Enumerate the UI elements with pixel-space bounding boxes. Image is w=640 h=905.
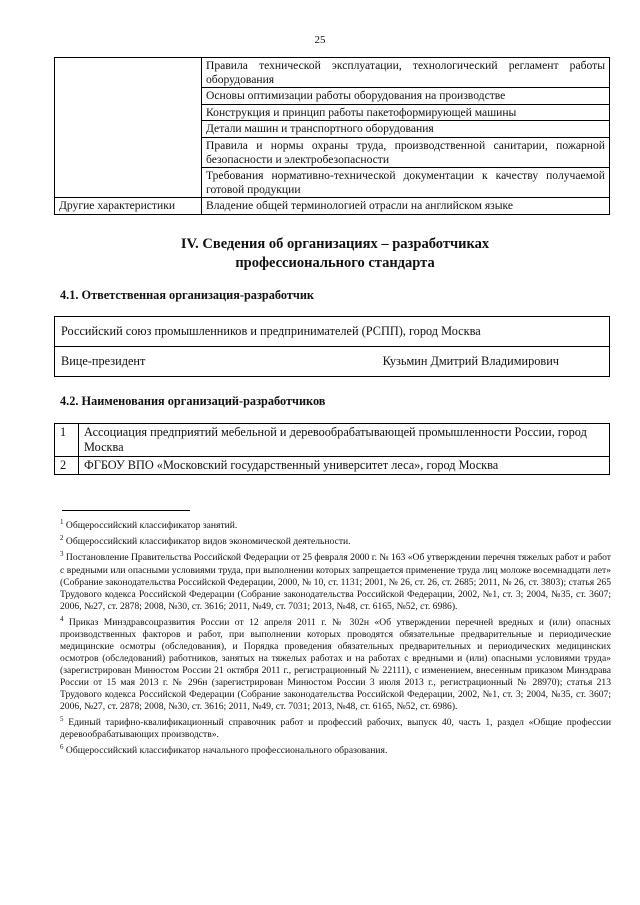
footnote-mark: 6: [60, 742, 64, 751]
table-row: [55, 347, 610, 377]
row-number: 1: [55, 424, 79, 457]
table-cell-value: Владение общей терминологией отрасли на английском языке: [202, 198, 610, 215]
footnote-text: Единый тарифно-квалификационный справочник работ и профессий рабочих, выпуск 40, часть 1, раздел «Общие профессии деревообрабатывающих производств».: [60, 716, 612, 740]
section-title-line-2: профессионального стандарта: [235, 255, 435, 271]
footnote: [60, 741, 611, 757]
position-title: Вице-президент: [61, 354, 146, 368]
org-name: Ассоциация предприятий мебельной и деревообрабатывающей промышленности России, город Москва: [79, 424, 610, 457]
table-cell-value: Правила технической эксплуатации, технологический регламент работы оборудования: [202, 58, 610, 88]
table-row: [55, 424, 610, 457]
table-row: [55, 58, 610, 88]
org-name: ФГБОУ ВПО «Московский государственный университет леса», город Москва: [79, 457, 610, 475]
footnote: [60, 516, 611, 532]
table-cell-label: Другие характеристики: [55, 198, 202, 215]
table-cell-value: Основы оптимизации работы оборудования на производстве: [202, 88, 610, 105]
footnote-text: Общероссийский классификатор занятий.: [65, 520, 238, 532]
footnote-text: Общероссийский классификатор видов экономической деятельности.: [65, 536, 351, 548]
section-heading: [60, 235, 610, 273]
footnote: [60, 713, 611, 741]
person-name: Кузьмин Дмитрий Владимирович: [382, 354, 559, 368]
table-cell-label: [55, 58, 202, 198]
footnote-mark: 5: [60, 714, 64, 723]
footnote-text: Приказ Минздравсоцразвития России от 12 апреля 2011 г. № 302н «Об утверждении перечней вредных и (или) опасных производственных факторов и работ, при выполнении которых проводятся обязательные предварительные и периодические медицинские осмотры (обследования), и Порядка проведения обязательных предварительных и периодических медицинских осмотров (обследований) работников, занятых на тяжелых работах и на работах с вредными и (или) опасными условиями труда» (зарегистрирован Минюстом России 21 октября 2011 г., регистрационный № 22111), с изменением, внесенным приказом Минздрава России от 15 мая 2013 г. № 296н (зарегистрирован Минюстом России 3 июля 2013 г., регистрационный № 28970); статья 213 Трудового кодекса Российской Федерации (Собрание законодательства Российской Федерации, 2002, №1, ст. 3; 2004, №35, ст. 3607; 2006, №27, ст. 2878; 2008, №30, ст. 3616; 2011, №49, ст. 7031; 2013, №48, ст. 6165, №52, ст. 6986).: [60, 616, 611, 712]
table-cell-value: Правила и нормы охраны труда, производственной санитарии, пожарной безопасности и электробезопасности: [202, 137, 610, 167]
footnote-mark: 3: [60, 550, 64, 559]
table-cell-value: Детали машин и транспортного оборудования: [202, 121, 610, 138]
responsible-org-table: [54, 316, 610, 377]
section-title-line-1: IV. Сведения об организациях – разработчиках: [180, 236, 490, 252]
footnote: [60, 613, 611, 713]
footnote-text: Постановление Правительства Российской Федерации от 25 февраля 2000 г. № 163 «Об утверждении перечня тяжелых работ и работ с вредными или опасными условиями труда, при выполнении которых запрещается применение труда лиц моложе восемнадцати лет» (Собрание законодательства Российской Федерации, 2000, № 10, ст. 1131; 2001, № 26, ст. 26, ст. 2685; 2011, № 26, ст. 3803); статья 265 Трудового кодекса Российской Федерации (Собрание законодательства Российской Федерации, 2002, №1, ст. 3; 2004, №35, ст. 3607; 2006, №27, ст. 2878; 2008, №30, ст. 3616; 2011, №49, ст. 7031; 2013, №48, ст. 6165, №52, ст. 6986).: [60, 552, 611, 612]
developer-orgs-heading: 4.2. Наименования организаций-разработчиков: [60, 394, 326, 408]
table-cell-value: Требования нормативно-технической документации к качеству получаемой готовой продукции: [202, 168, 610, 198]
table-cell-value: Конструкция и принцип работы пакетоформирующей машины: [202, 104, 610, 121]
row-number: 2: [55, 457, 79, 475]
signature-row: [55, 347, 610, 377]
footnotes: [60, 516, 611, 757]
footnote: [60, 532, 611, 548]
table-row: [55, 457, 610, 475]
responsible-org-name: Российский союз промышленников и предпринимателей (РСПП), город Москва: [55, 317, 610, 347]
footnote: [60, 548, 611, 612]
footnote-text: Общероссийский классификатор начального профессионального образования.: [65, 745, 388, 757]
footnote-mark: 2: [60, 534, 64, 543]
developer-orgs-table: [54, 423, 610, 475]
responsible-org-heading: 4.1. Ответственная организация-разработчик: [60, 288, 314, 302]
footnote-mark: 4: [60, 614, 64, 623]
table-row: [55, 317, 610, 347]
page-number: 25: [314, 34, 326, 46]
footnote-divider: [62, 510, 190, 511]
footnote-mark: 1: [60, 518, 64, 526]
table-row: [55, 198, 610, 215]
requirements-table: [54, 57, 610, 215]
